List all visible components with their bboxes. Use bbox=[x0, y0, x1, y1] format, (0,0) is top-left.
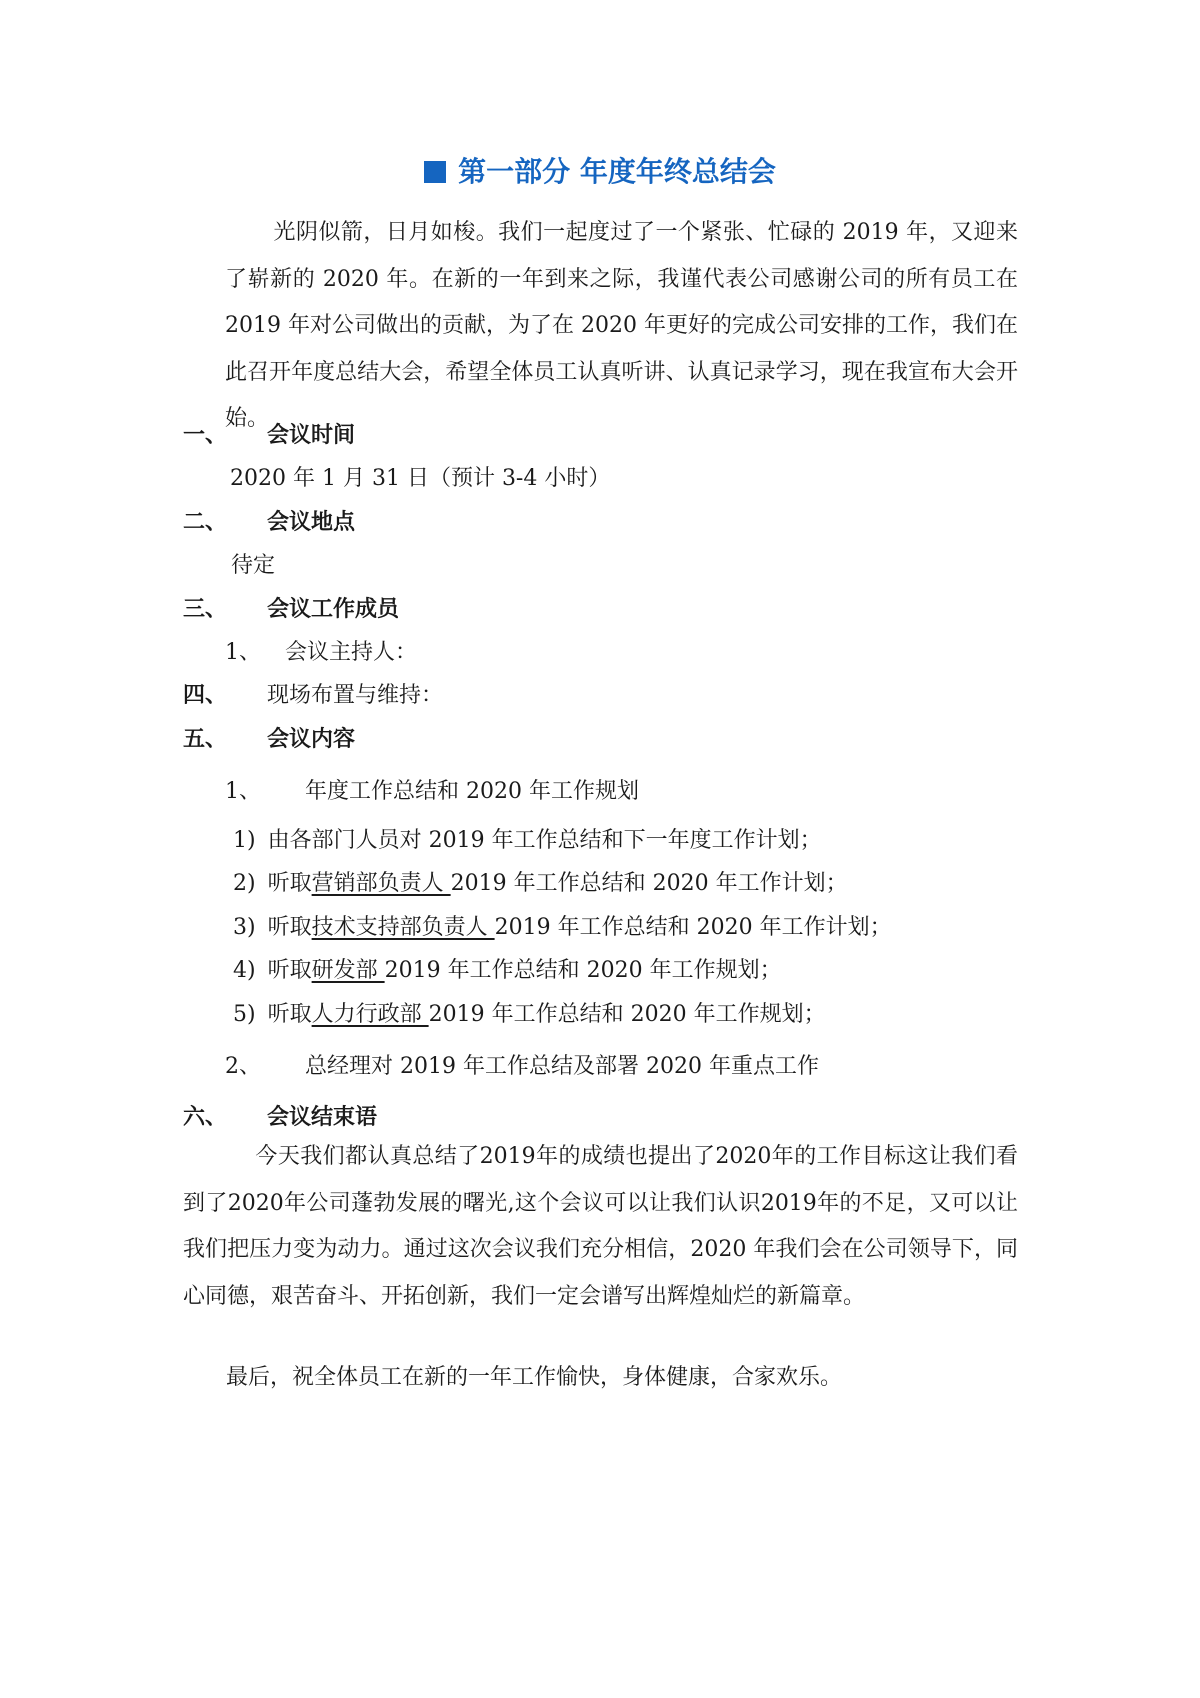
meeting-location: 待定 bbox=[231, 553, 276, 578]
closing-paragraph: 今天我们都认真总结了2019年的成绩也提出了2020年的工作目标这让我们看到了2020年公司蓬勃发展的曙光,这个会议可以让我们认识2019年的不足，又可以让我们把压力变为动力。通过这次会议我们充分相信，2020 年我们会在公司领导下，同心同德，艰苦奋斗、开拓创新，我们一定会谱写出辉煌灿烂的新篇章。 bbox=[183, 1144, 1018, 1309]
square-bullet-icon bbox=[424, 161, 446, 183]
department-name: 研发部 bbox=[311, 958, 385, 983]
agenda-item-2: 2、 总经理对 2019 年工作总结及部署 2020 年重点工作 bbox=[225, 1054, 819, 1079]
meeting-time: 2020 年 1 月 31 日（预计 3-4 小时） bbox=[230, 466, 611, 491]
title-text: 第一部分 年度年终总结会 bbox=[458, 155, 776, 188]
agenda-sub-item: 1) 由各部门人员对 2019 年工作总结和下一年度工作计划； bbox=[233, 828, 822, 853]
agenda-sub-item: 3) 听取技术支持部负责人 2019 年工作总结和 2020 年工作计划； bbox=[233, 915, 892, 940]
department-name: 人力行政部 bbox=[311, 1002, 429, 1027]
agenda-sub-item: 4) 听取研发部 2019 年工作总结和 2020 年工作规划； bbox=[233, 958, 782, 983]
final-wishes: 最后，祝全体员工在新的一年工作愉快，身体健康，合家欢乐。 bbox=[226, 1365, 843, 1390]
agenda-item-1: 1、 年度工作总结和 2020 年工作规划 bbox=[225, 779, 639, 804]
department-name: 技术支持部负责人 bbox=[311, 915, 495, 940]
department-name: 营销部负责人 bbox=[311, 871, 451, 896]
agenda-sub-item: 2) 听取营销部负责人 2019 年工作总结和 2020 年工作计划； bbox=[233, 871, 848, 896]
host-item: 1、 会议主持人： bbox=[225, 640, 418, 665]
document-title bbox=[0, 152, 1200, 192]
agenda-sub-item: 5) 听取人力行政部 2019 年工作总结和 2020 年工作规划； bbox=[233, 1002, 826, 1027]
document-page: 第一部分 年度年终总结会 光阴似箭，日月如梭。我们一起度过了一个紧张、忙碌的 2019 年，又迎来了崭新的 2020 年。在新的一年到来之际，我谨代表公司感谢公司的所有员工在 2019 年对公司做出的贡献，为了在 2020 年更好的完成公司安排的工作，我们在此召开年度总结大会，希望全体员工认真听讲、认真记录学习，现在我宣布大会开始。 一、 会议时间 2020 年 1 月 31 日（预计 3-4 小时） 二、 会议地点 待定 三、 会议工作成员 1、 会议主持人： 四、 现场布置与维持： 五、 会议内容 1、 年度工作总结和 2020 年工作规划 1) 由各部门人员对 2019 年工作总结和下一年度工作计划； 2) 听取营销部负责人 2019 年工作总结和 2020 年工作计划； 3) 听取技术支持部负责人 2019 年工作总结和 2020 年工作计划； 4) 听取研发部 2019 年工作总结和 2020 年工作规划； 5) 听取人力行政部 2019 年工作总结和 2020 年工作规划； 2、 总经理对 2019 年工作总结及部署 2020 年重点工作 六、 会议结束语 今天我们都认真总结了2019年的成绩也提出了2020年的工作目标这让我们看到了2020年公司蓬勃发展的曙光,这个会议可以让我们认识2019年的不足，又可以让我们把压力变为动力。通过这次会议我们充分相信，2020 年我们会在公司领导下，同心同德，艰苦奋斗、开拓创新，我们一定会谱写出辉煌灿烂的新篇章。 最后，祝全体员工在新的一年工作愉快，身体健康，合家欢乐。 bbox=[0, 0, 1200, 1698]
intro-paragraph: 光阴似箭，日月如梭。我们一起度过了一个紧张、忙碌的 2019 年，又迎来了崭新的 2020 年。在新的一年到来之际，我谨代表公司感谢公司的所有员工在 2019 年对公司做出的贡献，为了在 2020 年更好的完成公司安排的工作，我们在此召开年度总结大会，希望全体员工认真听讲、认真记录学习，现在我宣布大会开始。 bbox=[225, 220, 1018, 431]
